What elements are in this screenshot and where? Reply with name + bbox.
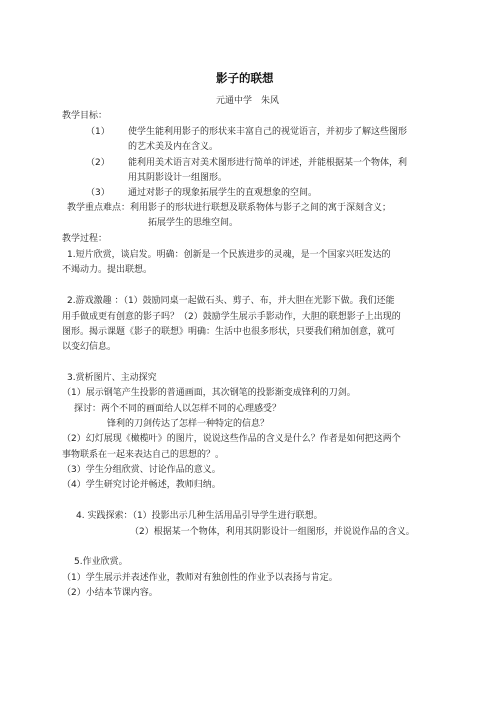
objective-number: （3）: [86, 188, 110, 198]
section-4-line: （2）根据某一个物体，利用其阴影设计一组图形，并说说作品的含义。: [130, 527, 415, 537]
author-line: 元通中学 朱风: [216, 96, 280, 106]
section-5-heading: 5.作业欣赏。: [74, 557, 128, 567]
section-2-line: 用手做成更有创意的影子吗？（2）鼓励学生展示手影动作，大胆的联想影子上出现的: [62, 312, 401, 322]
section-4-line: 4. 实践探索：（1）投影出示几种生活用品引导学生进行联想。: [76, 511, 323, 521]
section-1-line: 不竭动力。提出联想。: [62, 265, 153, 275]
objective-text: 使学生能利用影子的形状来丰富自己的视觉语言，并初步了解这些图形: [128, 127, 408, 137]
section-3-line: 锋利的刀剑传达了怎样一种特定的信息？: [107, 419, 270, 429]
objectives-heading: 教学目标：: [62, 111, 108, 121]
objective-text: 用其阴影设计一组图形。: [128, 173, 228, 183]
process-heading: 教学过程：: [62, 234, 108, 244]
section-2-line: 以变幻信息。: [62, 342, 117, 352]
objective-number: （1）: [86, 127, 110, 137]
key-points-line: 拓展学生的思维空间。: [148, 218, 239, 228]
section-2-line: 2.游戏激趣 ：（1）鼓励同桌一起做石头、剪子、布，并大胆在光影下做。我们还能: [67, 296, 395, 306]
objective-number: （2）: [86, 158, 110, 168]
section-3-line: （4）学生研究讨论并畅述，教师归纳。: [62, 480, 221, 490]
objective-text: 的艺术美及内在含义。: [128, 142, 219, 152]
section-2-line: 图形。揭示课题《影子的联想》明确：生活中也很多形状，只要我们稍加创意，就可: [62, 327, 396, 337]
section-3-line: 事物联系在一起来表达自己的思想的？。: [62, 450, 225, 460]
section-3-line: （3）学生分组欣赏、讨论作品的意义。: [62, 465, 221, 475]
document-title: 影子的联想: [216, 71, 274, 85]
section-5-line: （1）学生展示并表述作业，教师对有独创性的作业予以表扬与肯定。: [62, 573, 338, 583]
section-1-line: 1.短片欣赏，谈启发。明确：创新是一个民族进步的灵魂，是一个国家兴旺发达的: [67, 250, 391, 260]
objective-text: 通过对影子的现象拓展学生的直观想象的空间。: [128, 188, 318, 198]
section-3-line: （1）展示钢笔产生投影的普通画面，其次钢笔的投影渐变成锋利的刀剑。: [62, 388, 356, 398]
section-3-line: （2）幻灯展现《橄榄叶》的图片，说说这些作品的含义是什么？作者是如何把这两个: [62, 434, 401, 444]
objective-text: 能利用美术语言对美术图形进行简单的评述，并能根据某一个物体，利: [128, 158, 408, 168]
section-3-heading: 3.赏析图片、主动探究: [67, 373, 157, 383]
section-5-line: （2）小结本节课内容。: [62, 588, 158, 598]
section-3-line: 探讨：两个不同的画面给人以怎样不同的心理感受？: [74, 404, 282, 414]
key-points-line: 教学重点难点：利用影子的形状进行联想及联系物体与影子之间的寓于深刻含义；: [67, 203, 392, 213]
